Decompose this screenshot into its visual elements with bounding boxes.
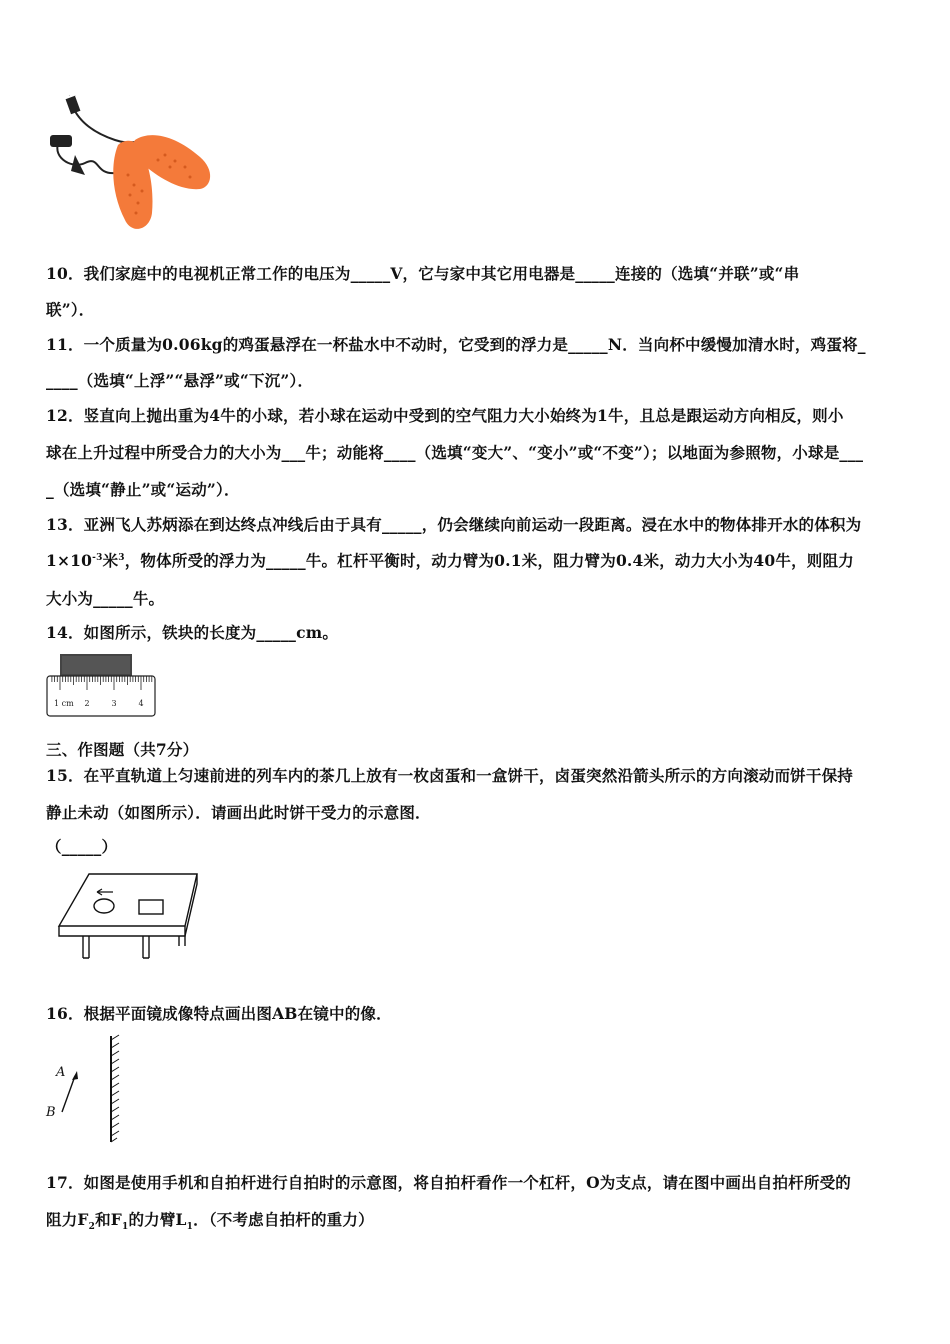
label-a: A: [56, 1065, 66, 1080]
question-15-blank: （_____）: [46, 837, 118, 856]
question-15-line-1: 15．在平直轨道上匀速前进的列车内的茶几上放有一枚卤蛋和一盒饼干，卤蛋突然沿箭头所示的方向滚动而饼干保持: [46, 766, 853, 785]
q13-volume-text: 1×10: [46, 551, 93, 570]
q17-sub-l1: 1: [186, 1222, 194, 1233]
object-ab-line: [62, 1076, 75, 1112]
question-13-line-1: 13．亚洲飞人苏炳添在到达终点冲线后由于具有_____，仍会继续向前运动一段距离。浸在水中的物体排开水的体积为: [46, 515, 862, 534]
question-12-line-3: _（选填“静止”或“运动”）．: [46, 480, 240, 499]
q17-text-a: 阻力F: [46, 1210, 89, 1229]
question-10-line-1: 10．我们家庭中的电视机正常工作的电压为_____V，它与家中其它用电器是_____连接的（选填“并联”或“串: [46, 264, 800, 283]
q17-text-d: ．（不考虑自拍杆的重力）: [193, 1210, 374, 1229]
ruler-label-2: 2: [84, 699, 90, 708]
arrow-head-icon: [72, 1071, 78, 1080]
ruler-body: [47, 676, 155, 716]
q17-text-b: 和F: [95, 1210, 122, 1229]
q13-exponent: -3: [92, 552, 103, 563]
q17-sub-f2: 2: [88, 1222, 96, 1233]
question-16-line-1: 16．根据平面镜成像特点画出图AB在镜中的像．: [46, 1004, 392, 1023]
section-3-heading: 三、作图题（共7分）: [46, 740, 199, 759]
q13-unit-exponent: 3: [118, 552, 125, 563]
q13-rest: ，物体所受的浮力为_____牛。杠杆平衡时，动力臂为0.1米，阻力臂为0.4米，动力大小为40牛，则阻力: [124, 551, 854, 570]
question-12-line-1: 12．竖直向上抛出重为4牛的小球，若小球在运动中受到的空气阻力大小始终为1牛，且总是跟运动方向相反，则小: [46, 406, 844, 425]
arrow-left-icon: [97, 889, 113, 895]
label-b: B: [46, 1105, 56, 1120]
question-13-line-3: 大小为_____牛。: [46, 589, 165, 608]
question-14-line-1: 14．如图所示，铁块的长度为_____cm。: [46, 623, 339, 642]
q13-unit: 米: [102, 551, 119, 570]
question-11-line-2: ____（选填“上浮”“悬浮”或“下沉”）．: [46, 371, 314, 390]
ruler-label-1cm: 1 cm: [54, 699, 74, 708]
q17-text-c: 的力臂L: [128, 1210, 187, 1229]
question-10-line-2: 联”）．: [46, 300, 95, 319]
question-17-line-2: [46, 1208, 374, 1232]
biscuit-box-shape: [139, 900, 163, 914]
question-17-line-1: 17．如图是使用手机和自拍杆进行自拍时的示意图，将自拍杆看作一个杠杆，O为支点，请在图中画出自拍杆所受的: [46, 1173, 851, 1192]
table-figure: [55, 868, 205, 966]
q17-sub-f1: 1: [121, 1222, 129, 1233]
question-13-line-2: [46, 549, 854, 571]
mirror-figure: [44, 1034, 134, 1144]
question-12-line-2: 球在上升过程中所受合力的大小为___牛；动能将____（选填“变大”、“变小”或“不变”）；以地面为参照物，小球是___: [46, 443, 864, 462]
question-11-line-1: 11．一个质量为0.06kg的鸡蛋悬浮在一杯盐水中不动时，它受到的浮力是_____N．当向杯中缓慢加清水时，鸡蛋将_: [46, 335, 866, 354]
shoe-dryer-figure: [40, 95, 220, 235]
ruler-figure: [46, 654, 158, 718]
ruler-label-4: 4: [138, 699, 144, 708]
egg-shape: [94, 899, 114, 913]
ruler-label-3: 3: [111, 699, 117, 708]
question-15-line-2: 静止未动（如图所示）．请画出此时饼干受力的示意图．: [46, 803, 431, 822]
